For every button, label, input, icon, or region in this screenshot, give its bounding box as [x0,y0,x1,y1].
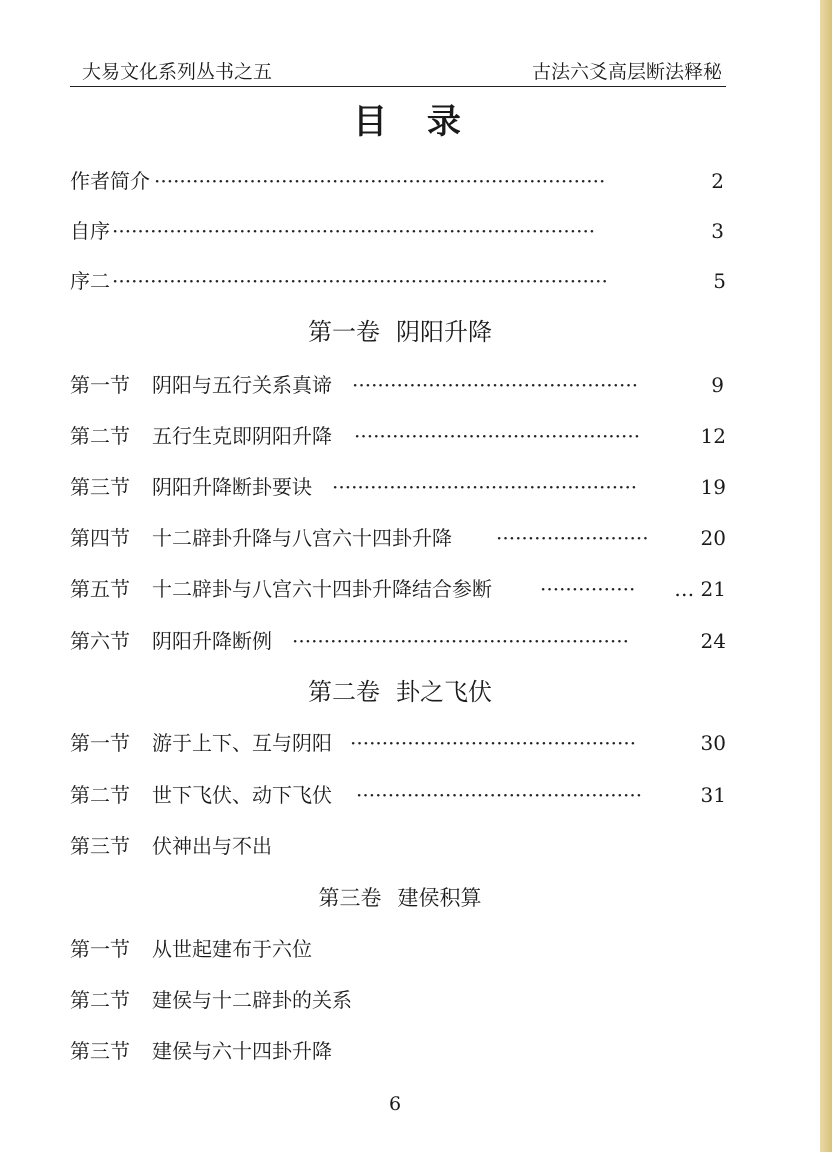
toc-entry-v1-s3[interactable] [70,472,726,502]
toc-entry-author[interactable] [70,166,726,196]
section-title: 从世起建布于六位 [152,937,312,961]
entry-page: 31 [700,783,726,807]
entry-page: 9 [711,373,724,397]
toc-entry-preface[interactable] [70,216,726,246]
leader-dots: ····················································· [292,629,629,653]
running-header [70,58,726,87]
leader-dots: ············································· [356,783,643,807]
entry-title: 自序 [70,219,110,243]
section-title: 建侯与十二辟卦的关系 [152,988,352,1012]
section-number: 第二节 [70,783,130,807]
volume-heading-1 [0,316,800,348]
page-number: 6 [388,1093,402,1115]
toc-entry-v3-s2[interactable] [70,985,726,1015]
toc-entry-v1-s1[interactable] [70,370,726,400]
section-title: 阴阳升降断卦要诀 [152,475,312,499]
toc-entry-v3-s1[interactable] [70,934,726,964]
toc-entry-v1-s5[interactable] [70,574,726,604]
section-number: 第五节 [70,577,130,601]
volume-name: 卦之飞伏 [396,678,492,706]
entry-page: 24 [700,629,726,653]
section-title: 五行生克即阴阳升降 [152,424,332,448]
leader-dots: ················································ [332,475,638,499]
series-title: 大易文化系列丛书之五 [82,61,273,83]
section-title: 伏神出与不出 [152,834,272,858]
section-number: 第一节 [70,937,130,961]
book-title: 古法六爻高层断法释秘 [531,61,722,83]
leader-dots: ··············· [540,577,636,601]
section-number: 第一节 [70,373,130,397]
section-number: 第一节 [70,731,130,755]
section-title: 十二辟卦升降与八宫六十四卦升降 [152,526,452,550]
section-title: 十二辟卦与八宫六十四卦升降结合参断 [152,577,492,601]
entry-page: … 21 [674,577,726,601]
toc-entry-v3-s3[interactable] [70,1036,726,1066]
section-number: 第三节 [70,834,130,858]
leader-dots: ············································· [350,731,637,755]
toc-entry-v2-s1[interactable] [70,728,726,758]
section-title: 阴阳与五行关系真谛 [152,373,332,397]
toc-entry-v1-s4[interactable] [70,523,726,553]
section-number: 第六节 [70,629,130,653]
section-title: 阴阳升降断例 [152,629,272,653]
leader-dots: ·············································································· [112,269,608,293]
section-title: 建侯与六十四卦升降 [152,1039,332,1063]
entry-page: 5 [713,269,726,293]
section-number: 第二节 [70,424,130,448]
volume-label: 第一卷 [308,318,380,346]
page-edge-strip [820,0,832,1152]
toc-entry-v2-s2[interactable] [70,780,726,810]
entry-page: 3 [711,219,724,243]
entry-page: 19 [700,475,726,499]
entry-title: 序二 [70,269,110,293]
section-number: 第四节 [70,526,130,550]
volume-heading-3 [0,882,800,914]
volume-name: 建侯积算 [397,886,482,910]
volume-label: 第三卷 [318,886,382,910]
toc-entry-v1-s2[interactable] [70,421,726,451]
entry-page: 20 [700,526,726,550]
toc-entry-v1-s6[interactable] [70,626,726,656]
entry-title: 作者简介 [70,169,150,193]
section-title: 世下飞伏、动下飞伏 [152,783,332,807]
volume-name: 阴阳升降 [396,318,492,346]
toc-heading: 目 录 [353,102,475,142]
leader-dots: ············································································ [112,219,596,243]
volume-heading-2 [0,676,800,708]
toc-entry-preface-two[interactable] [70,266,726,296]
entry-page: 30 [700,731,726,755]
entry-page: 12 [700,424,726,448]
entry-page: 2 [711,169,724,193]
leader-dots: ············································· [352,373,639,397]
section-number: 第二节 [70,988,130,1012]
section-title: 游于上下、互与阴阳 [152,731,332,755]
leader-dots: ······································································· [154,169,606,193]
section-number: 第三节 [70,475,130,499]
volume-label: 第二卷 [308,678,380,706]
leader-dots: ············································· [354,424,641,448]
section-number: 第三节 [70,1039,130,1063]
toc-entry-v2-s3[interactable] [70,831,726,861]
leader-dots: ························ [496,526,649,550]
